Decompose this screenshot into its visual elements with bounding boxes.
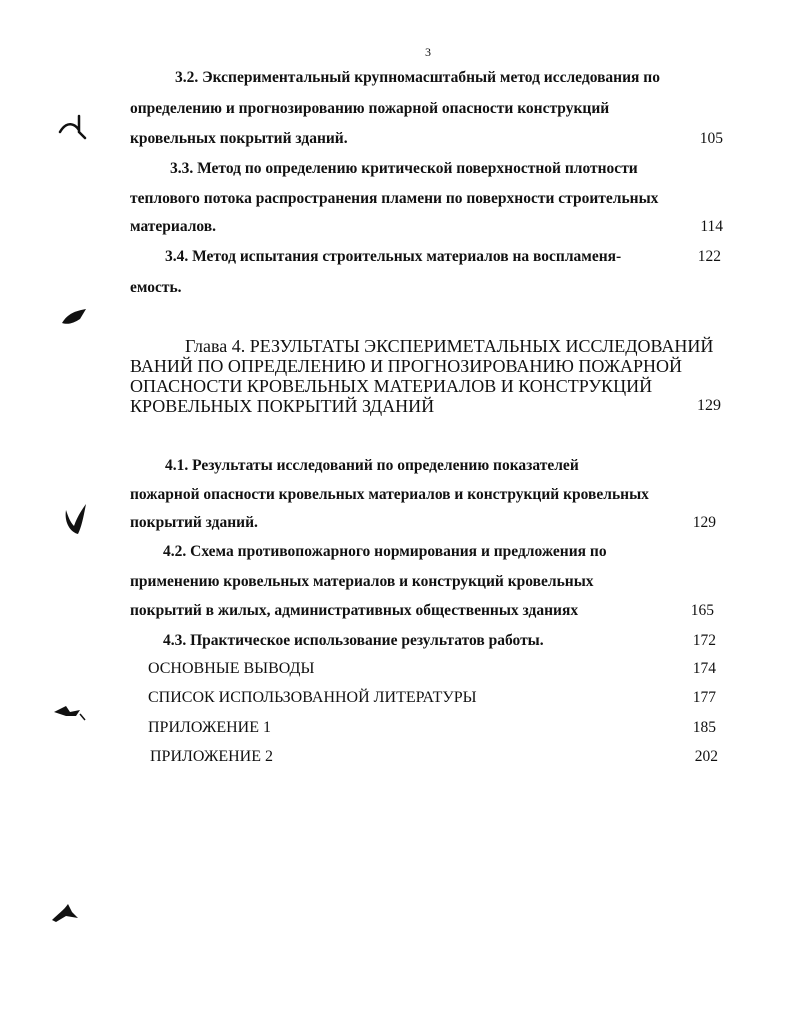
toc-4-2-line-3: покрытий в жилых, административных общественных зданиях [130, 602, 579, 619]
chapter-4-line-2: ВАНИЙ ПО ОПРЕДЕЛЕНИЮ И ПРОГНОЗИРОВАНИЮ ПОЖАРНОЙ [130, 356, 683, 376]
chapter-4-line-3: ОПАСНОСТИ КРОВЕЛЬНЫХ МАТЕРИАЛОВ И КОНСТРУКЦИЙ [130, 376, 653, 396]
toc-conclusions-title: ОСНОВНЫЕ ВЫВОДЫ [148, 660, 315, 677]
toc-3-4-line-2: емость. [130, 279, 182, 296]
toc-4-1-line-1: 4.1. Результаты исследований по определению показателей [165, 457, 579, 474]
toc-4-2-page: 165 [690, 602, 714, 619]
toc-appendix-1-page: 185 [692, 719, 716, 736]
toc-3-2-page: 105 [699, 130, 723, 147]
chapter-4-line-4: КРОВЕЛЬНЫХ ПОКРЫТИЙ ЗДАНИЙ [130, 396, 435, 416]
scan-mark-4 [52, 702, 88, 724]
toc-appendix-2-page: 202 [694, 748, 718, 765]
toc-3-4-line-1: 3.4. Метод испытания строительных материалов на воспламеня- [165, 248, 622, 265]
toc-4-1-line-3: покрытий зданий. [130, 514, 258, 531]
toc-3-3-line-2: теплового потока распространения пламени по поверхности строительных [130, 190, 659, 207]
toc-appendix-1-title: ПРИЛОЖЕНИЕ 1 [148, 719, 272, 736]
toc-conclusions-page: 174 [692, 660, 716, 677]
toc-4-1-page: 129 [692, 514, 716, 531]
toc-4-3-line-1: 4.3. Практическое использование результатов работы. [163, 632, 544, 649]
toc-3-4-page: 122 [697, 248, 721, 265]
scan-mark-1 [55, 110, 95, 145]
scan-mark-3 [60, 500, 90, 538]
toc-bibliography-title: СПИСОК ИСПОЛЬЗОВАННОЙ ЛИТЕРАТУРЫ [148, 689, 477, 706]
toc-3-2-line-1: 3.2. Экспериментальный крупномасштабный метод исследования по [175, 69, 660, 86]
chapter-4-line-1: Глава 4. РЕЗУЛЬТАТЫ ЭКСПЕРИМЕТАЛЬНЫХ ИССЛЕДОВАНИЙ [185, 336, 714, 356]
chapter-4-page: 129 [697, 397, 721, 414]
scan-mark-5 [50, 900, 82, 926]
page-number: 3 [425, 45, 431, 59]
toc-4-3-page: 172 [692, 632, 716, 649]
toc-4-2-line-1: 4.2. Схема противопожарного нормирования и предложения по [163, 543, 607, 560]
toc-3-3-line-1: 3.3. Метод по определению критической поверхностной плотности [170, 160, 638, 177]
toc-4-2-line-2: применению кровельных материалов и конструкций кровельных [130, 573, 594, 590]
toc-4-1-line-2: пожарной опасности кровельных материалов и конструкций кровельных [130, 486, 649, 503]
toc-3-3-page: 114 [700, 218, 723, 235]
toc-3-2-line-2: определению и прогнозированию пожарной опасности конструкций [130, 100, 610, 117]
scan-mark-2 [58, 305, 93, 330]
toc-3-3-line-3: материалов. [130, 218, 217, 235]
toc-3-2-line-3: кровельных покрытий зданий. [130, 130, 348, 147]
toc-bibliography-page: 177 [692, 689, 716, 706]
toc-appendix-2-title: ПРИЛОЖЕНИЕ 2 [150, 748, 274, 765]
